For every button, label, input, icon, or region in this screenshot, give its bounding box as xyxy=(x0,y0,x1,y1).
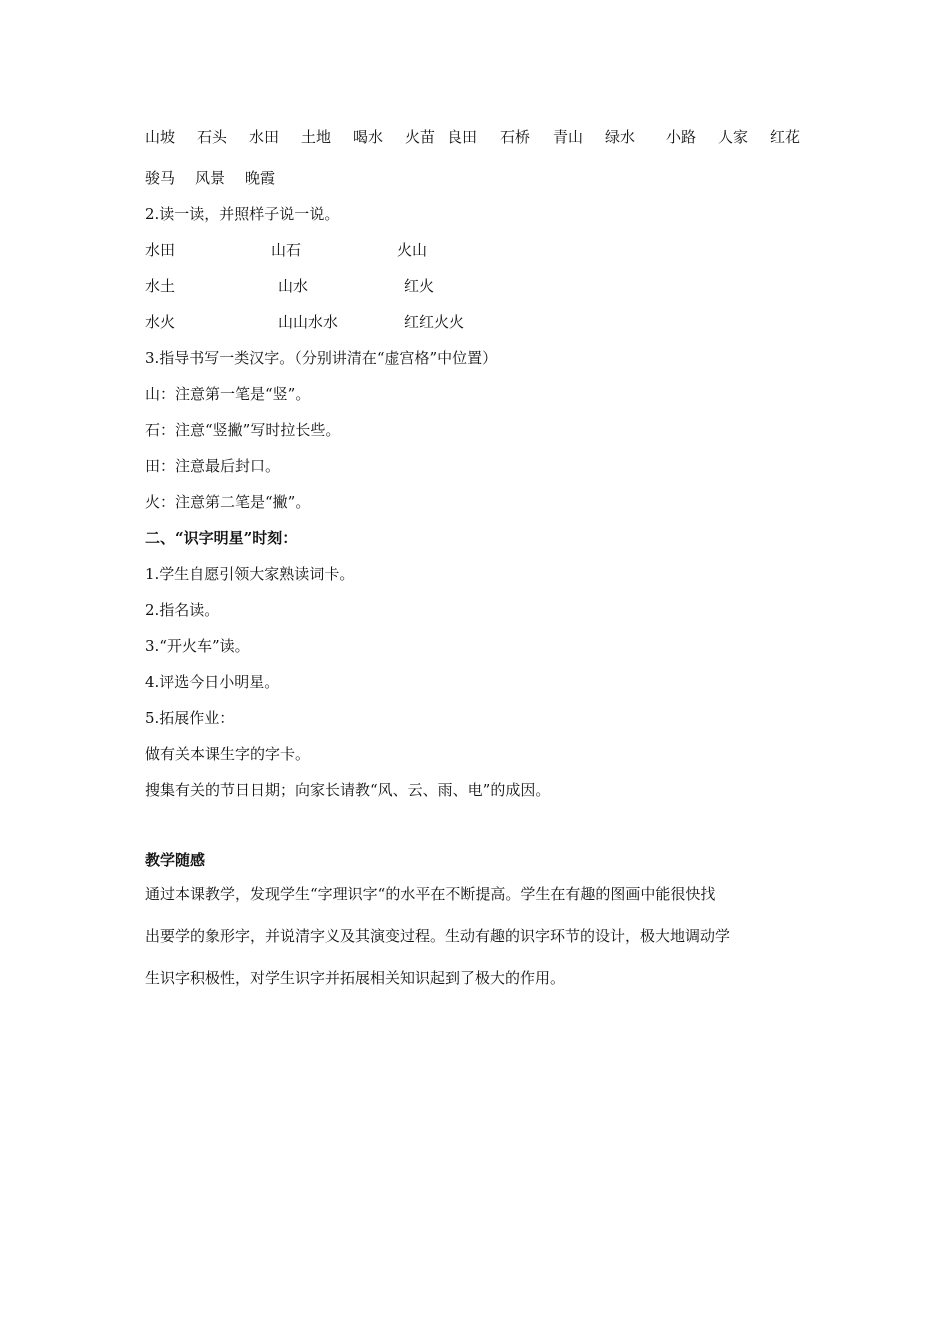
vocab-word: 火苗 xyxy=(405,128,436,146)
vocab-word: 红花 xyxy=(770,128,801,146)
vocab-word: 水田 xyxy=(249,128,280,146)
item-2-title: 2.读一读，并照样子说一说。 xyxy=(145,205,340,223)
pattern-word: 水田 xyxy=(145,241,176,259)
vocab-word: 风景 xyxy=(195,169,226,187)
writing-note: 火：注意第二笔是“撇”。 xyxy=(145,493,311,511)
vocab-word: 青山 xyxy=(553,128,584,146)
pattern-word: 水火 xyxy=(145,313,176,331)
homework-item: 搜集有关的节日日期；向家长请教“风、云、雨、电”的成因。 xyxy=(145,781,551,799)
vocab-word: 石桥 xyxy=(500,128,531,146)
vocab-word: 山坡 xyxy=(145,128,176,146)
vocab-word: 小路 xyxy=(666,128,697,146)
vocab-word: 石头 xyxy=(197,128,228,146)
list-item: 4.评选今日小明星。 xyxy=(145,673,280,691)
pattern-word: 火山 xyxy=(397,241,428,259)
vocab-word: 土地 xyxy=(301,128,332,146)
reflection-line: 通过本课教学，发现学生“字理识字“的水平在不断提高。学生在有趣的图画中能很快找 xyxy=(145,885,716,903)
reflection-heading: 教学随感 xyxy=(145,851,206,869)
reflection-line: 出要学的象形字，并说清字义及其演变过程。生动有趣的识字环节的设计，极大地调动学 xyxy=(145,927,731,945)
pattern-word: 红红火火 xyxy=(404,313,465,331)
pattern-word: 水土 xyxy=(145,277,176,295)
pattern-word: 山山水水 xyxy=(278,313,339,331)
writing-note: 田：注意最后封口。 xyxy=(145,457,281,475)
pattern-word: 山水 xyxy=(278,277,309,295)
vocab-word: 良田 xyxy=(447,128,478,146)
vocab-word: 人家 xyxy=(718,128,749,146)
homework-item: 做有关本课生字的字卡。 xyxy=(145,745,311,763)
item-3-title: 3.指导书写一类汉字。（分别讲清在“虚宫格”中位置） xyxy=(145,349,498,367)
writing-note: 山：注意第一笔是“竖”。 xyxy=(145,385,311,403)
reflection-line: 生识字积极性，对学生识字并拓展相关知识起到了极大的作用。 xyxy=(145,969,566,987)
section-2-heading: 二、“识字明星”时刻： xyxy=(145,529,298,547)
writing-note: 石：注意“竖撇”写时拉长些。 xyxy=(145,421,341,439)
list-item: 5.拓展作业： xyxy=(145,709,235,727)
pattern-word: 山石 xyxy=(271,241,302,259)
vocab-word: 骏马 xyxy=(145,169,176,187)
list-item: 1.学生自愿引领大家熟读词卡。 xyxy=(145,565,355,583)
vocab-word: 绿水 xyxy=(605,128,636,146)
vocab-word: 晚霞 xyxy=(245,169,276,187)
pattern-word: 红火 xyxy=(404,277,435,295)
vocab-word: 喝水 xyxy=(353,128,384,146)
list-item: 2.指名读。 xyxy=(145,601,220,619)
list-item: 3.“开火车”读。 xyxy=(145,637,250,655)
